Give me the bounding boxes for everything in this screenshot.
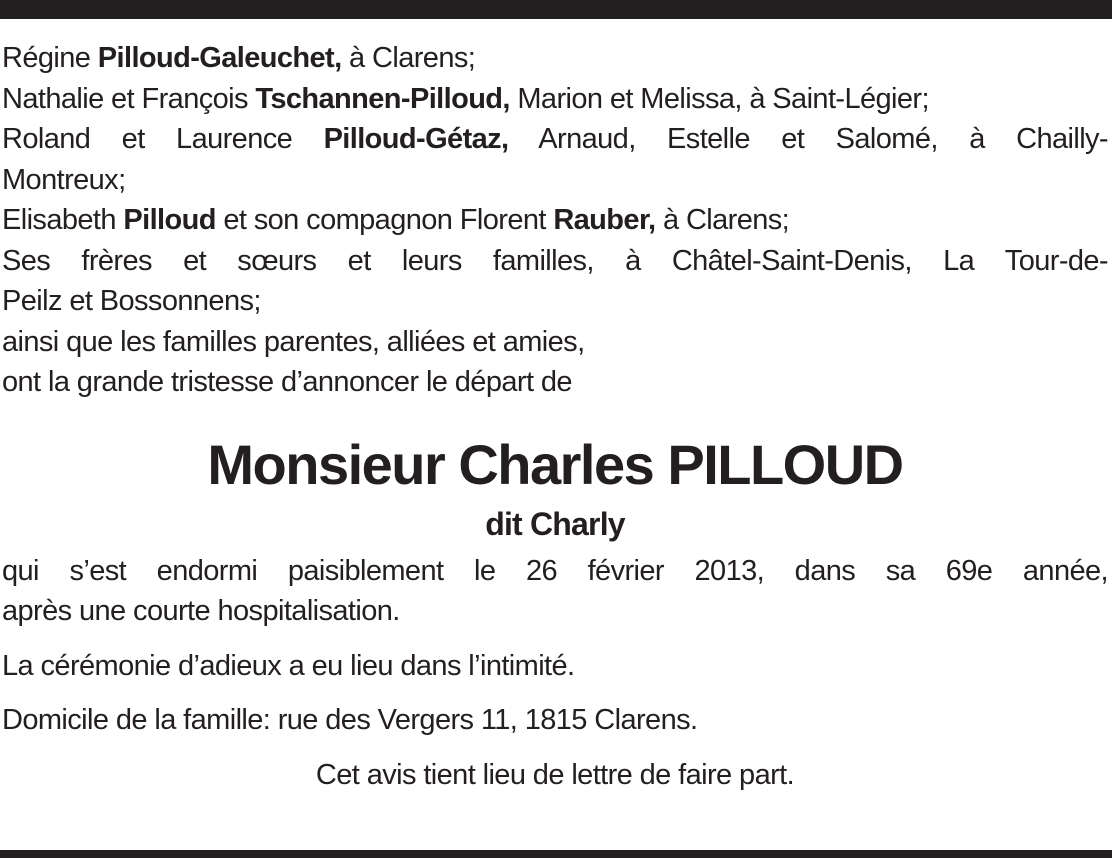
children-location: Marion et Melissa, à Saint-Légier;	[517, 82, 929, 115]
mourner-line-roland	[2, 119, 1108, 160]
companion-surname: Rauber,	[553, 204, 656, 236]
companion-text: et son compagnon Florent	[223, 204, 546, 236]
siblings-line-cont: Peilz et Bossonnens;	[2, 285, 261, 317]
death-line-1: qui s’est endormi paisiblement le 26 février 2013, dans sa 69e année,	[2, 554, 1108, 587]
obituary-notice	[2, 38, 1108, 795]
surname: Tschannen-Pilloud,	[255, 82, 510, 115]
surname: Pilloud-Gétaz,	[323, 123, 509, 155]
mourner-line-regine	[2, 38, 1108, 79]
children-location: Arnaud, Estelle et Salomé, à Chailly-	[538, 123, 1108, 155]
first-names: Nathalie et François	[2, 82, 248, 115]
notice-line: Cet avis tient lieu de lettre de faire part.	[315, 758, 795, 791]
domicile-line: Domicile de la famille: rue des Vergers 11, 1815 Clarens.	[2, 704, 698, 736]
bottom-border-rule	[0, 850, 1112, 858]
surname: Pilloud-Galeuchet,	[97, 42, 342, 74]
death-line-2: après une courte hospitalisation.	[2, 595, 400, 627]
ceremony-line: La cérémonie d’adieux a eu lieu dans l’intimité.	[2, 649, 575, 682]
announcement-line: ont la grande tristesse d’annoncer le départ de	[2, 366, 572, 398]
top-border-rule	[0, 0, 1112, 19]
location: à Clarens;	[349, 42, 476, 74]
deceased-nickname: dit Charly	[485, 505, 625, 542]
mourner-line-elisabeth	[2, 200, 1108, 241]
mourner-line-roland-cont: Montreux;	[2, 163, 126, 196]
surname: Pilloud	[123, 204, 216, 236]
first-name: Elisabeth	[2, 204, 116, 236]
siblings-line: Ses frères et sœurs et leurs familles, à Châtel-Saint-Denis, La Tour-de-	[2, 244, 1108, 277]
deceased-name: Monsieur Charles PILLOUD	[207, 432, 903, 496]
location: à Clarens;	[662, 204, 790, 236]
first-name: Régine	[2, 42, 91, 74]
death-details	[2, 551, 1108, 632]
families-line: ainsi que les familles parentes, alliées et amies,	[2, 325, 585, 358]
mourner-line-nathalie	[2, 79, 1108, 120]
first-names: Roland et Laurence	[2, 123, 293, 155]
